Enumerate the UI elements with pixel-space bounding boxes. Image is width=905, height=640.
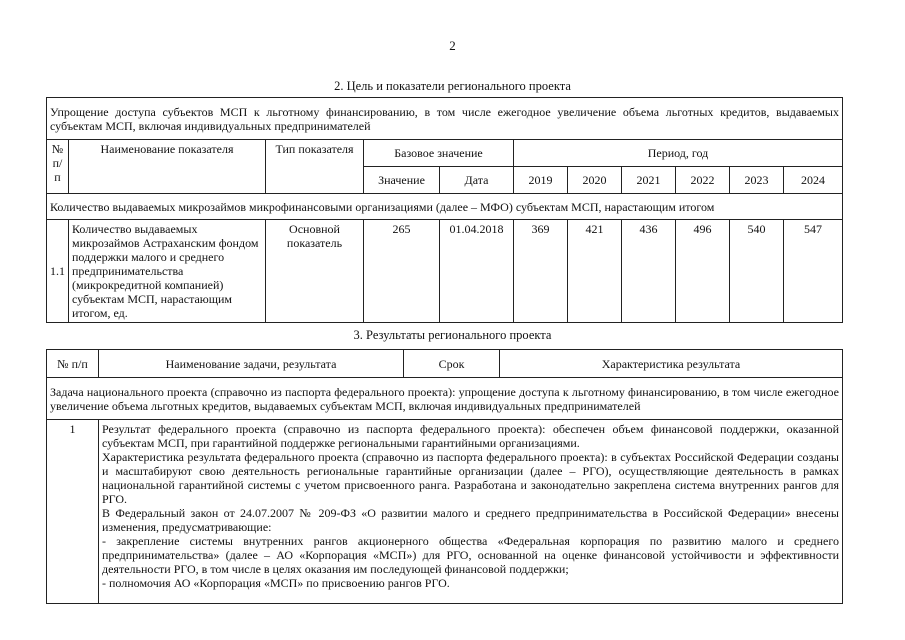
result-line: Результат федерального проекта (справочно из паспорта федерального проекта): обеспечен объем финансовой поддержки, оказанной субъектам МСП, при гарантийной поддержке региональными гарантийными организациями. [102, 422, 839, 450]
year-value: 436 [622, 220, 676, 323]
header-year: 2023 [730, 167, 784, 194]
header-characteristic: Характеристика результата [500, 350, 843, 378]
base-date: 01.04.2018 [440, 220, 514, 323]
header-indicator-type: Тип показателя [266, 140, 364, 194]
result-line: В Федеральный закон от 24.07.2007 № 209-ФЗ «О развитии малого и среднего предпринимательства в Российской Федерации» внесены изменения, предусматривающие: [102, 506, 839, 534]
header-date: Дата [440, 167, 514, 194]
result-description [99, 420, 843, 604]
header-task-name: Наименование задачи, результата [99, 350, 404, 378]
header-period: Период, год [514, 140, 843, 167]
header-indicator-name: Наименование показателя [69, 140, 266, 194]
header-year: 2024 [784, 167, 843, 194]
indicator-name: Количество выдаваемых микрозаймов Астраханским фондом поддержки малого и среднего предпринимательства (микрокредитной компанией) субъектам МСП, нарастающим итогом, ед. [69, 220, 266, 323]
section-2-title: 2. Цель и показатели регионального проекта [334, 79, 571, 93]
header-year: 2020 [568, 167, 622, 194]
base-value: 265 [364, 220, 440, 323]
result-num: 1 [47, 420, 99, 604]
header-year: 2019 [514, 167, 568, 194]
header-value: Значение [364, 167, 440, 194]
year-value: 369 [514, 220, 568, 323]
year-value: 496 [676, 220, 730, 323]
result-line: - закрепление системы внутренних рангов акционерного общества «Федеральная корпорация по развитию малого и среднего предпринимательства» (далее – АО «Корпорация «МСП») для РГО, основанной на оценке финансовой устойчивости и эффективности деятельности РГО, в том числе в целях оказания им последующей финансовой поддержки; [102, 534, 839, 576]
header-base-value: Базовое значение [364, 140, 514, 167]
indicator-group-title: Количество выдаваемых микрозаймов микрофинансовыми организациями (далее – МФО) субъектам МСП, нарастающим итогом [47, 194, 843, 220]
header-num: № п/п [47, 350, 99, 378]
year-value: 547 [784, 220, 843, 323]
row-num: 1.1 [47, 220, 69, 323]
indicator-type: Основной показатель [266, 220, 364, 323]
section-3-title: 3. Результаты регионального проекта [353, 328, 552, 342]
page-number: 2 [449, 38, 456, 53]
goal-text: Упрощение доступа субъектов МСП к льготному финансированию, в том числе ежегодное увеличение объема льготных кредитов, выдаваемых субъектам МСП, включая индивидуальных предпринимателей [47, 98, 843, 140]
year-value: 540 [730, 220, 784, 323]
result-line: Характеристика результата федерального проекта (справочно из паспорта федерального проекта): в субъектах Российской Федерации созданы и масштабируют свою деятельность региональные гарантийные организации (далее – РГО), осуществляющие деятельность в рамках национальной гарантийной системы с учетом присвоенного ранга. Разработана и законодательно закреплена система внутренних рангов для РГО. [102, 450, 839, 506]
results-table [46, 349, 843, 604]
result-line: - полномочия АО «Корпорация «МСП» по присвоению рангов РГО. [102, 576, 450, 590]
header-year: 2021 [622, 167, 676, 194]
header-term: Срок [404, 350, 500, 378]
national-task: Задача национального проекта (справочно из паспорта федерального проекта): упрощение доступа к льготному финансированию, в том числе ежегодное увеличение объема льготных кредитов, выдаваемых субъектам МСП, включая индивидуальных предпринимателей [47, 378, 843, 420]
year-value: 421 [568, 220, 622, 323]
header-year: 2022 [676, 167, 730, 194]
indicators-table [46, 97, 843, 323]
header-num: № п/п [47, 140, 69, 194]
